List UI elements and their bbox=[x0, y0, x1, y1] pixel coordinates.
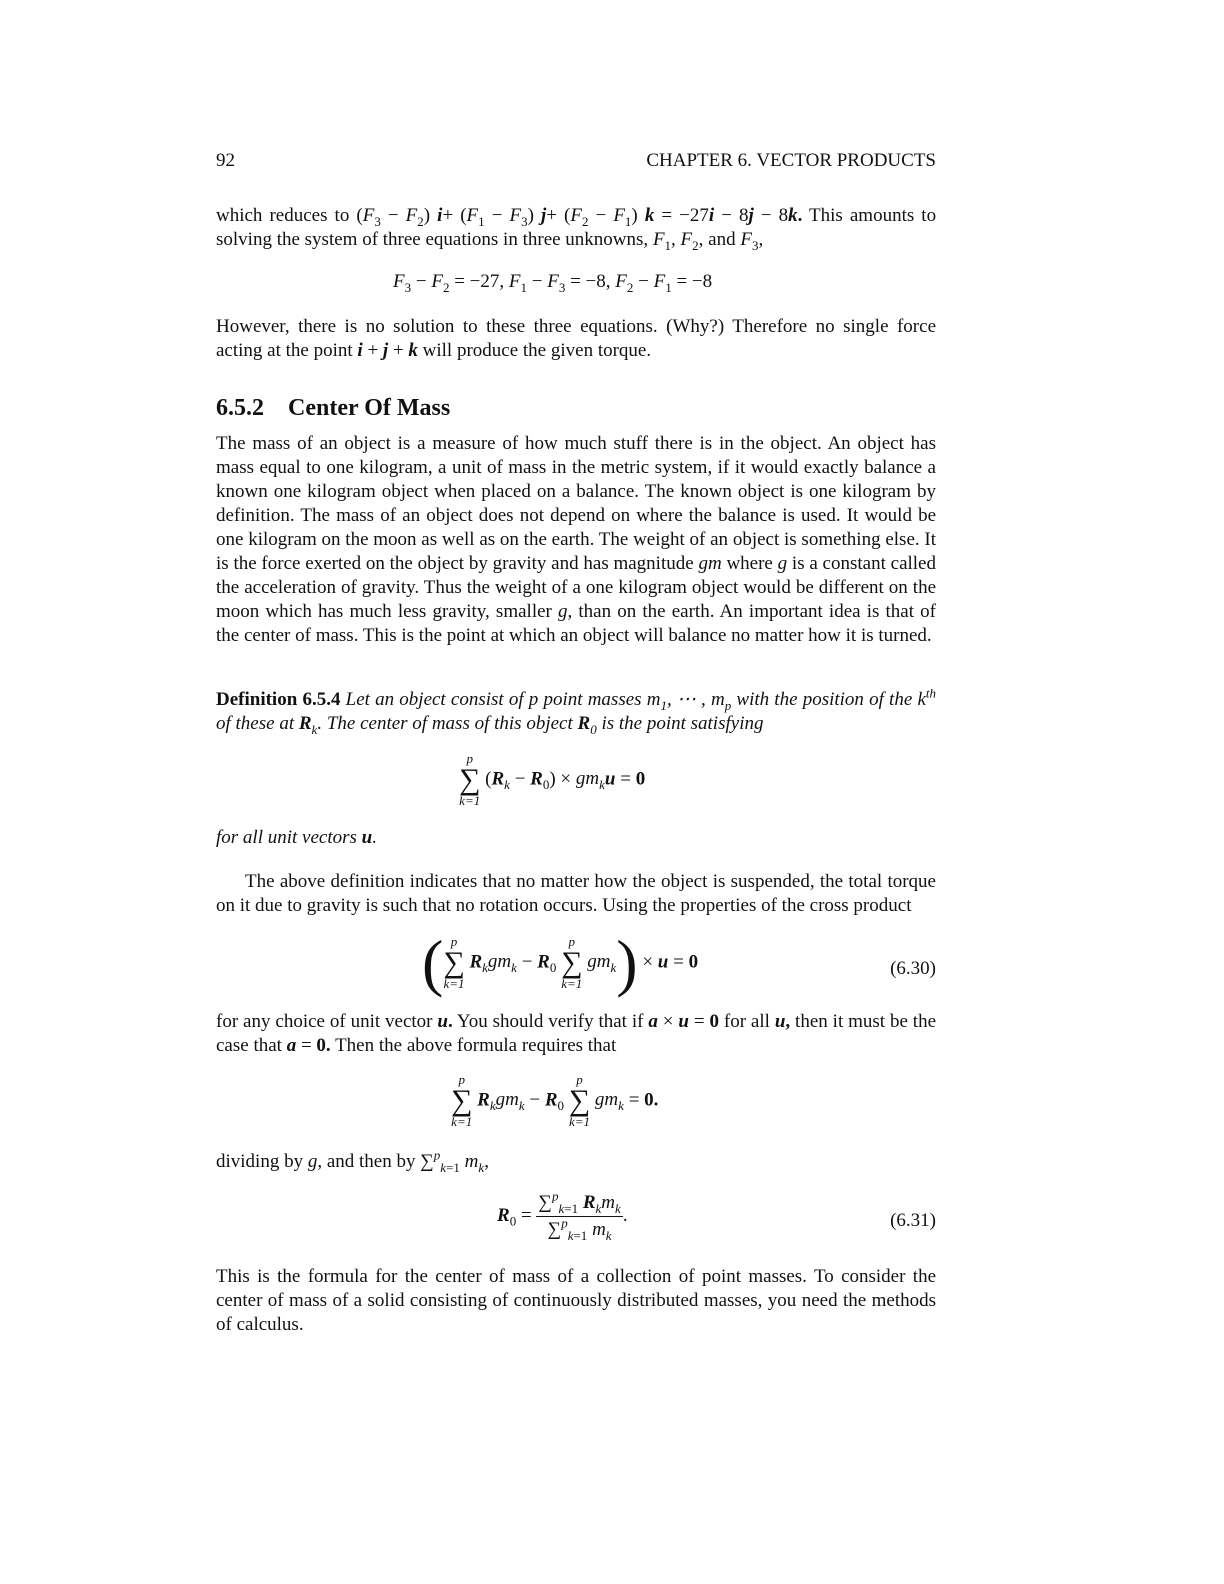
paragraph-dividing: dividing by g, and then by ∑$^p_{k=1}$ $m_k$, bbox=[216, 1147, 489, 1175]
equation-6-31: $R_0$ = $\frac{\sum^p_{k=1} R_km_k}{\sum^p_{k=1} m_k}$ . bbox=[497, 1188, 628, 1243]
definition-label: Definition 6.5.4 bbox=[216, 689, 341, 710]
paragraph-no-solution: However, there is no solution to these three equations. (Why?) Therefore no single force acting at the point i + j + k will produce the given torque. bbox=[216, 316, 936, 361]
equation-number-6-31: (6.31) bbox=[890, 1210, 936, 1231]
paragraph-formula: This is the formula for the center of mass of a collection of point masses. To consider the center of mass of a solid consisting of continuously distributed masses, you need the methods of calculus. bbox=[216, 1266, 936, 1335]
section-number: 6.5.2 bbox=[216, 395, 264, 421]
paragraph-reduction: which reduces to $(F_3 - F_2)$ $i+ (F_1 - F_3)$ $j+ (F_2 - F_1) k = -27i - 8j - 8k$. This amounts to solving the system of three equations in three unknowns, $F_1$, $F_2$, and $F_3$, bbox=[216, 205, 937, 253]
equation-definition: p ∑ k=1 $(R_k - R_0) \times gm_ku = 0$ bbox=[459, 751, 646, 808]
equation-number-6-30: (6.30) bbox=[890, 958, 936, 979]
section-heading bbox=[216, 395, 450, 422]
paragraph-torque: The above definition indicates that no matter how the object is suspended, the total torque on it due to gravity is such that no rotation occurs. Using the properties of the cross product bbox=[216, 871, 936, 916]
chapter-title: CHAPTER 6. VECTOR PRODUCTS bbox=[646, 150, 936, 171]
section-title: Center Of Mass bbox=[288, 395, 451, 421]
page-number: 92 bbox=[216, 150, 235, 171]
equation-balance: p ∑ k=1 $R_kgm_k - R_0$ p ∑ k=1 $gm_k = 0$. bbox=[451, 1072, 659, 1129]
equation-6-30: ( p ∑ k=1 $R_kgm_k - R_0$ p ∑ k=1 $gm_k) \times u = 0$ bbox=[422, 927, 699, 998]
equation-system: $F_3 - F_2 = -27$, $F_1 - F_3 = -8$, $F_2 - F_1 = -8$ bbox=[393, 271, 713, 295]
definition-closing: for all unit vectors u. bbox=[216, 827, 377, 848]
paragraph-mass: The mass of an object is a measure of how much stuff there is in the object. An object has mass equal to one kilogram, a unit of mass in the metric system, if it would exactly balance a known one kilogram object when placed on a balance. The known object is one kilogram by definition. The mass of an object does not depend on where the balance is used. It would be one kilogram on the moon as well as on the earth. The weight of an object is something else. It is the force exerted on the object by gravity and has magnitude gm where g is a constant called the acceleration of gravity. Thus the weight of a one kilogram object would be different on the moon which has much less gravity, smaller g, than on the earth. An important idea is that of the center of mass. This is the point at which an object will balance no matter how it is turned. bbox=[216, 433, 936, 646]
definition-block: Definition 6.5.4 Let an object consist of p point masses $m_1$, ⋯ , $m_p$ with the position of the $k^{th}$ of these at $R_k$. The center of mass of this object $R_0$ is the point satisfying bbox=[216, 685, 937, 737]
paragraph-verify: for any choice of unit vector u. You should verify that if a × u = 0 for all u, then it must be the case that a = 0. Then the above formula requires that bbox=[216, 1011, 937, 1056]
